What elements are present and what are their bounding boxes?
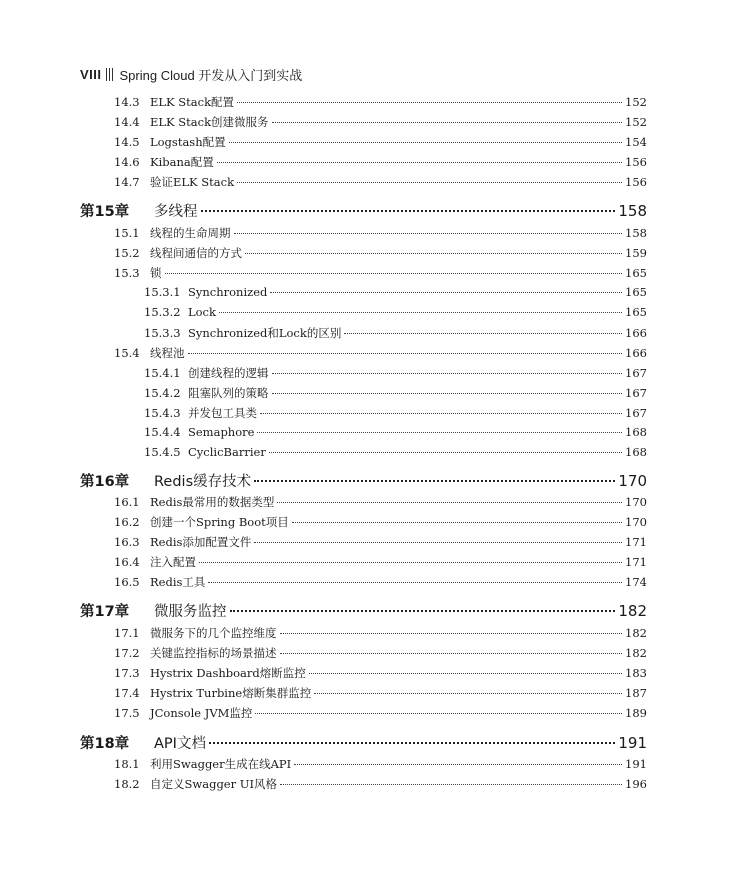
entry-title: CyclicBarrier — [188, 445, 266, 459]
toc-section-entry[interactable] — [144, 365, 647, 383]
dot-leader — [217, 162, 622, 163]
entry-number: 15.4.3 — [144, 406, 181, 420]
entry-page-number: 156 — [625, 155, 647, 169]
dot-leader — [229, 142, 622, 143]
toc-section-entry[interactable] — [114, 756, 647, 774]
entry-title: 验证ELK Stack — [150, 175, 235, 189]
entry-page-number: 159 — [625, 246, 647, 260]
entry-page-number: 154 — [625, 135, 647, 149]
entry-page-number: 167 — [625, 386, 647, 400]
entry-number: 17.2 — [114, 646, 140, 660]
toc-section-entry[interactable] — [114, 776, 647, 794]
toc-section-entry[interactable] — [114, 134, 647, 152]
entry-page-number: 167 — [625, 406, 647, 420]
entry-title: Semaphore — [188, 425, 255, 439]
toc-chapter-entry[interactable] — [80, 200, 647, 222]
entry-title: 利用Swagger生成在线API — [150, 757, 292, 771]
entry-number: 16.3 — [114, 535, 140, 549]
entry-page-number: 165 — [625, 285, 647, 299]
entry-number: 15.3.3 — [144, 326, 181, 340]
entry-number: 18.2 — [114, 777, 140, 791]
entry-number: 14.4 — [114, 115, 140, 129]
entry-page-number: 166 — [625, 346, 647, 360]
dot-leader — [165, 273, 623, 274]
toc-section-entry[interactable] — [114, 114, 647, 132]
entry-title: 锁 — [150, 266, 162, 280]
toc-chapter-entry[interactable] — [80, 732, 647, 754]
entry-number: 16.2 — [114, 515, 140, 529]
entry-title: 微服务下的几个监控维度 — [150, 626, 277, 640]
dot-leader — [294, 764, 622, 765]
entry-title: Lock — [188, 305, 216, 319]
entry-title: 线程间通信的方式 — [150, 246, 242, 260]
dot-leader — [292, 522, 622, 523]
dot-leader — [280, 633, 623, 634]
dot-leader — [219, 312, 622, 313]
entry-page-number: 182 — [618, 602, 647, 620]
entry-number: 14.7 — [114, 175, 140, 189]
entry-number: 15.3.1 — [144, 285, 181, 299]
toc-chapter-entry[interactable] — [80, 470, 647, 492]
entry-page-number: 152 — [625, 95, 647, 109]
entry-page-number: 158 — [618, 202, 647, 220]
dot-leader — [257, 432, 622, 433]
entry-number: 16.5 — [114, 575, 140, 589]
entry-title: Redis最常用的数据类型 — [150, 495, 275, 509]
entry-number: 第17章 — [80, 604, 130, 620]
entry-page-number: 167 — [625, 366, 647, 380]
dot-leader — [199, 562, 622, 563]
entry-title: Synchronized和Lock的区别 — [188, 326, 342, 340]
dot-leader — [272, 393, 623, 394]
dot-leader — [255, 713, 622, 714]
toc-section-entry[interactable] — [114, 345, 647, 363]
entry-number: 15.3.2 — [144, 305, 181, 319]
toc-section-entry[interactable] — [114, 94, 647, 112]
toc-section-entry[interactable] — [114, 174, 647, 192]
entry-page-number: 166 — [625, 326, 647, 340]
entry-number: 14.3 — [114, 95, 140, 109]
dot-leader — [237, 102, 622, 103]
dot-leader — [272, 373, 623, 374]
entry-title: API文档 — [154, 736, 206, 752]
entry-title: 关键监控指标的场景描述 — [150, 646, 277, 660]
entry-number: 第15章 — [80, 204, 130, 220]
toc-section-entry[interactable] — [114, 265, 647, 283]
toc-chapter-entry[interactable] — [80, 600, 647, 622]
entry-title: Hystrix Turbine熔断集群监控 — [150, 686, 312, 700]
toc-section-entry[interactable] — [144, 285, 647, 303]
entry-number: 15.2 — [114, 246, 140, 260]
entry-number: 15.4.4 — [144, 425, 181, 439]
entry-number: 15.4.1 — [144, 366, 181, 380]
dot-leader — [237, 182, 622, 183]
dot-leader — [188, 353, 623, 354]
entry-title: 线程池 — [150, 346, 185, 360]
entry-page-number: 196 — [625, 777, 647, 791]
dot-leader — [254, 542, 622, 543]
entry-page-number: 158 — [625, 226, 647, 240]
toc-section-entry[interactable] — [114, 625, 647, 643]
entry-title: JConsole JVM监控 — [150, 706, 253, 720]
dot-leader — [230, 610, 616, 612]
toc-section-entry[interactable] — [114, 554, 647, 572]
entry-title: ELK Stack配置 — [150, 95, 235, 109]
entry-number: 15.4 — [114, 346, 140, 360]
dot-leader — [234, 233, 623, 234]
entry-title: Redis工具 — [150, 575, 206, 589]
header-page-number: VIII — [80, 66, 102, 82]
entry-title: 线程的生命周期 — [150, 226, 231, 240]
toc-section-entry[interactable] — [144, 425, 647, 443]
toc-section-entry[interactable] — [114, 245, 647, 263]
entry-number: 16.1 — [114, 495, 140, 509]
entry-number: 14.5 — [114, 135, 140, 149]
entry-title: 阻塞队列的策略 — [188, 386, 269, 400]
entry-title: ELK Stack创建微服务 — [150, 115, 269, 129]
dot-leader — [280, 784, 622, 785]
header-divider-icon — [106, 68, 115, 81]
entry-page-number: 168 — [625, 425, 647, 439]
entry-number: 15.1 — [114, 226, 140, 240]
toc-section-entry[interactable] — [114, 494, 647, 512]
dot-leader — [272, 122, 623, 123]
dot-leader — [270, 292, 622, 293]
header-book-title: Spring Cloud 开发从入门到实战 — [119, 67, 303, 83]
entry-number: 第18章 — [80, 736, 130, 752]
entry-number: 16.4 — [114, 555, 140, 569]
toc-section-entry[interactable] — [114, 534, 647, 552]
entry-number: 17.4 — [114, 686, 140, 700]
entry-page-number: 170 — [625, 515, 647, 529]
entry-page-number: 165 — [625, 266, 647, 280]
toc-section-entry[interactable] — [114, 665, 647, 683]
entry-title: 多线程 — [154, 204, 198, 220]
entry-page-number: 171 — [625, 535, 647, 549]
entry-title: Redis添加配置文件 — [150, 535, 252, 549]
entry-page-number: 191 — [618, 734, 647, 752]
entry-page-number: 171 — [625, 555, 647, 569]
dot-leader — [208, 582, 622, 583]
entry-page-number: 183 — [625, 666, 647, 680]
toc-section-entry[interactable] — [144, 445, 647, 463]
toc-section-entry[interactable] — [144, 385, 647, 403]
entry-title: Redis缓存技术 — [154, 474, 252, 490]
entry-page-number: 187 — [625, 686, 647, 700]
entry-page-number: 156 — [625, 175, 647, 189]
toc-section-entry[interactable] — [114, 645, 647, 663]
dot-leader — [254, 480, 615, 482]
entry-page-number: 182 — [625, 646, 647, 660]
dot-leader — [245, 253, 622, 254]
entry-title: Logstash配置 — [150, 135, 226, 149]
entry-number: 17.3 — [114, 666, 140, 680]
entry-page-number: 170 — [625, 495, 647, 509]
entry-title: 创建一个Spring Boot项目 — [150, 515, 289, 529]
dot-leader — [260, 413, 622, 414]
toc-section-entry[interactable] — [114, 154, 647, 172]
entry-number: 17.5 — [114, 706, 140, 720]
entry-page-number: 189 — [625, 706, 647, 720]
entry-page-number: 170 — [618, 472, 647, 490]
entry-number: 18.1 — [114, 757, 140, 771]
entry-title: 并发包工具类 — [188, 406, 257, 420]
entry-title: Synchronized — [188, 285, 268, 299]
dot-leader — [201, 210, 616, 212]
entry-title: 注入配置 — [150, 555, 196, 569]
toc-section-entry[interactable] — [114, 685, 647, 703]
toc-section-entry[interactable] — [114, 574, 647, 592]
entry-number: 15.4.5 — [144, 445, 181, 459]
toc-section-entry[interactable] — [114, 514, 647, 532]
toc-section-entry[interactable] — [114, 705, 647, 723]
dot-leader — [344, 333, 622, 334]
entry-number: 15.4.2 — [144, 386, 181, 400]
entry-number: 17.1 — [114, 626, 140, 640]
entry-page-number: 191 — [625, 757, 647, 771]
entry-page-number: 168 — [625, 445, 647, 459]
entry-page-number: 182 — [625, 626, 647, 640]
entry-number: 15.3 — [114, 266, 140, 280]
dot-leader — [277, 502, 622, 503]
entry-page-number: 152 — [625, 115, 647, 129]
entry-title: 自定义Swagger UI风格 — [150, 777, 277, 791]
entry-number: 第16章 — [80, 474, 130, 490]
dot-leader — [314, 693, 622, 694]
entry-title: Kibana配置 — [150, 155, 214, 169]
entry-page-number: 174 — [625, 575, 647, 589]
toc-section-entry[interactable] — [144, 325, 647, 343]
entry-page-number: 165 — [625, 305, 647, 319]
entry-number: 14.6 — [114, 155, 140, 169]
entry-title: Hystrix Dashboard熔断监控 — [150, 666, 306, 680]
toc-section-entry[interactable] — [144, 305, 647, 323]
dot-leader — [280, 653, 623, 654]
running-head — [80, 64, 302, 84]
toc-section-entry[interactable] — [144, 405, 647, 423]
entry-title: 创建线程的逻辑 — [188, 366, 269, 380]
dot-leader — [269, 452, 622, 453]
toc-section-entry[interactable] — [114, 225, 647, 243]
dot-leader — [309, 673, 622, 674]
dot-leader — [209, 742, 615, 744]
entry-title: 微服务监控 — [154, 604, 227, 620]
